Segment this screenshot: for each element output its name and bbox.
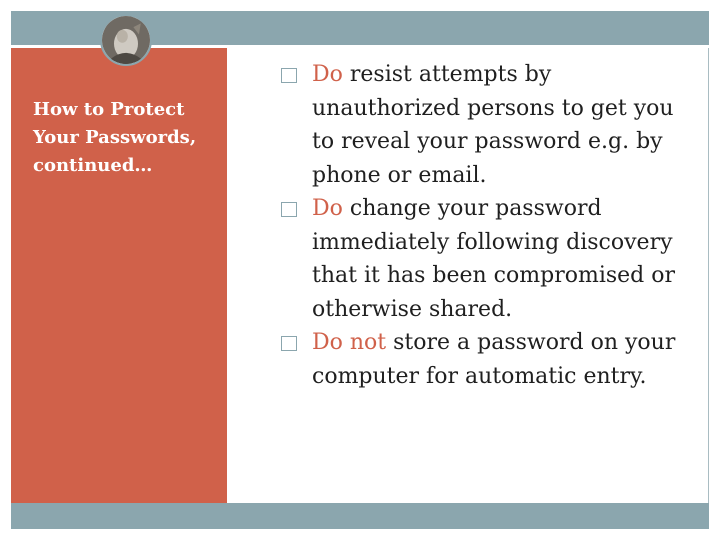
bullet-list [276,58,696,393]
bullet-text: store a password on your computer for automatic entry. [312,330,676,389]
hollow-square-bullet-icon [281,68,297,83]
bullet-item [276,326,696,393]
bullet-item [276,58,696,192]
bottom-footer-band [11,503,709,529]
hollow-square-bullet-icon [281,202,297,217]
bullet-keyword: Do not [312,330,387,355]
bullet-keyword: Do [312,62,343,87]
logo-photo-icon [100,14,152,66]
slide-title: How to Protect Your Passwords, continued… [33,99,197,176]
bullet-text: change your password immediately following discovery that it has been compromised or otherwise shared. [312,196,675,322]
bullet-text: resist attempts by unauthorized persons to get you to reveal your password e.g. by phone or email. [312,62,674,188]
hollow-square-bullet-icon [281,336,297,351]
bullet-item [276,192,696,326]
bullet-keyword: Do [312,196,343,221]
